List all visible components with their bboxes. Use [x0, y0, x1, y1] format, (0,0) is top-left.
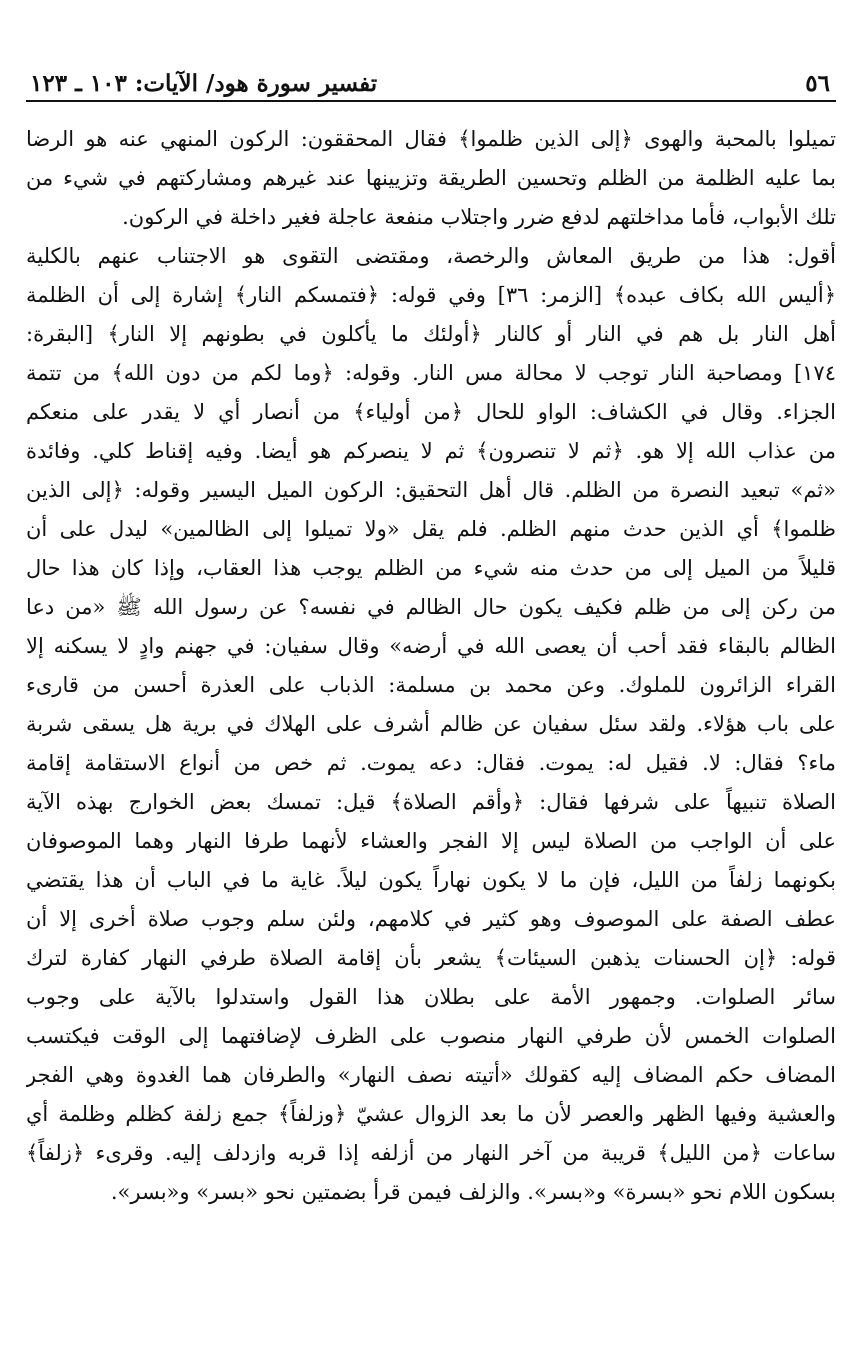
text-line: على أن الواجب من الصلاة ليس إلا الفجر والعشاء لأنهما طرفا النهار وهما الموصوفان — [26, 829, 836, 853]
text-line: ماء؟ فقال: لا. فقيل له: يموت. فقال: دعه يموت. ثم خص من أنواع الاستقامة إقامة — [26, 751, 836, 775]
text-line: ﴿أليس الله بكاف عبده﴾ [الزمر: ٣٦] وفي قوله: ﴿فتمسكم النار﴾ إشارة إلى أن الظلمة — [26, 283, 836, 307]
text-line: بكونهما زلفاً من الليل، فإن ما لا يكون نهاراً يكون ليلاً. غاية ما في الباب أن هذا يقتضي — [26, 868, 836, 892]
page-number: ٥٦ — [805, 70, 830, 97]
text-line: الصلاة تنبيهاً على شرفها فقال: ﴿وأقم الصلاة﴾ قيل: تمسك بعض الخوارج بهذه الآية — [26, 790, 836, 814]
text-line: الظالم بالبقاء فقد أحب أن يعصى الله في أرضه» وقال سفيان: في جهنم وادٍ لا يسكنه إلا — [26, 634, 836, 658]
text-line: والعشية وفيها الظهر والعصر لأن ما بعد الزوال عشيّ ﴿وزلفاً﴾ جمع زلفة كظلم وظلمة أي — [26, 1102, 836, 1126]
text-line: بما عليه الظلمة من الظلم وتحسين الطريقة وتزيينها عند غيرهم ومشاركتهم في شيء من — [26, 166, 836, 190]
text-line: القراء الزائرون للملوك. وعن محمد بن مسلمة: الذباب على العذرة أحسن من قارىء — [26, 673, 836, 697]
text-line: تميلوا بالمحبة والهوى ﴿إلى الذين ظلموا﴾ فقال المحققون: الركون المنهي عنه هو الرضا — [26, 127, 836, 151]
text-line: أهل النار بل هم في النار أو كالنار ﴿أولئك ما يأكلون في بطونهم إلا النار﴾ [البقرة: — [26, 322, 836, 346]
text-line: المضاف حكم المضاف إليه كقولك «أتيته نصف النهار» والطرفان هما الغدوة وهي الفجر — [26, 1063, 836, 1087]
text-line: من ركن إلى من ظلم فكيف يكون حال الظالم في نفسه؟ عن رسول الله ﷺ «من دعا — [26, 595, 836, 619]
text-line: الجزاء. وقال في الكشاف: الواو للحال ﴿من أولياء﴾ من أنصار أي لا يقدر على منعكم — [26, 400, 836, 424]
body-text — [26, 120, 836, 1212]
text-line: سائر الصلوات. وجمهور الأمة على بطلان هذا القول واستدلوا بالآية على وجوب — [26, 985, 836, 1009]
text-line: عطف الصفة على الموصوف وهو كثير في كلامهم، ولئن سلم وجوب صلاة أخرى إلا أن — [26, 907, 836, 931]
text-line: تلك الأبواب، فأما مداخلتهم لدفع ضرر واجتلاب منفعة عاجلة فغير داخلة في الركون. — [122, 205, 836, 229]
book-page — [26, 70, 836, 1212]
text-line: من عذاب الله إلا هو. ﴿ثم لا تنصرون﴾ ثم لا ينصركم هو أيضا. وفيه إقناط كلي. وفائدة — [26, 439, 836, 463]
text-line: «ثم» تبعيد النصرة من الظلم. قال أهل التحقيق: الركون الميل اليسير وقوله: ﴿إلى الذين — [26, 478, 836, 502]
page-header — [26, 70, 836, 102]
text-line: ١٧٤] ومصاحبة النار توجب لا محالة مس النار. وقوله: ﴿وما لكم من دون الله﴾ من تتمة — [26, 361, 836, 385]
text-line: قليلاً من الميل إلى من حدث منه شيء من الظلم يوجب هذا العقاب، وإذا كان هذا حال — [26, 556, 836, 580]
text-line: أقول: هذا من طريق المعاش والرخصة، ومقتضى التقوى هو الاجتناب عنهم بالكلية — [26, 244, 836, 268]
running-title: تفسير سورة هود/ الآيات: ١٠٣ ـ ١٢٣ — [30, 70, 378, 97]
text-line: ساعات ﴿من الليل﴾ قريبة من آخر النهار من أزلفه إذا قربه وازدلف إليه. وقرىء ﴿زلفاً﴾ — [26, 1141, 836, 1165]
text-line: ظلموا﴾ أي الذين حدث منهم الظلم. فلم يقل «ولا تميلوا إلى الظالمين» ليدل على أن — [26, 517, 836, 541]
text-line: الصلوات الخمس لأن طرفي النهار منصوب على الظرف لإضافتهما إلى الوقت فيكتسب — [26, 1024, 836, 1048]
text-line: قوله: ﴿إن الحسنات يذهبن السيئات﴾ يشعر بأن إقامة الصلاة طرفي النهار كفارة لترك — [26, 946, 836, 970]
text-line: بسكون اللام نحو «بسرة» و«بسر». والزلف فيمن قرأ بضمتين نحو «بسر» و«بسر». — [110, 1180, 836, 1204]
text-line: على باب هؤلاء. ولقد سئل سفيان عن ظالم أشرف على الهلاك في برية هل يسقى شربة — [26, 712, 836, 736]
